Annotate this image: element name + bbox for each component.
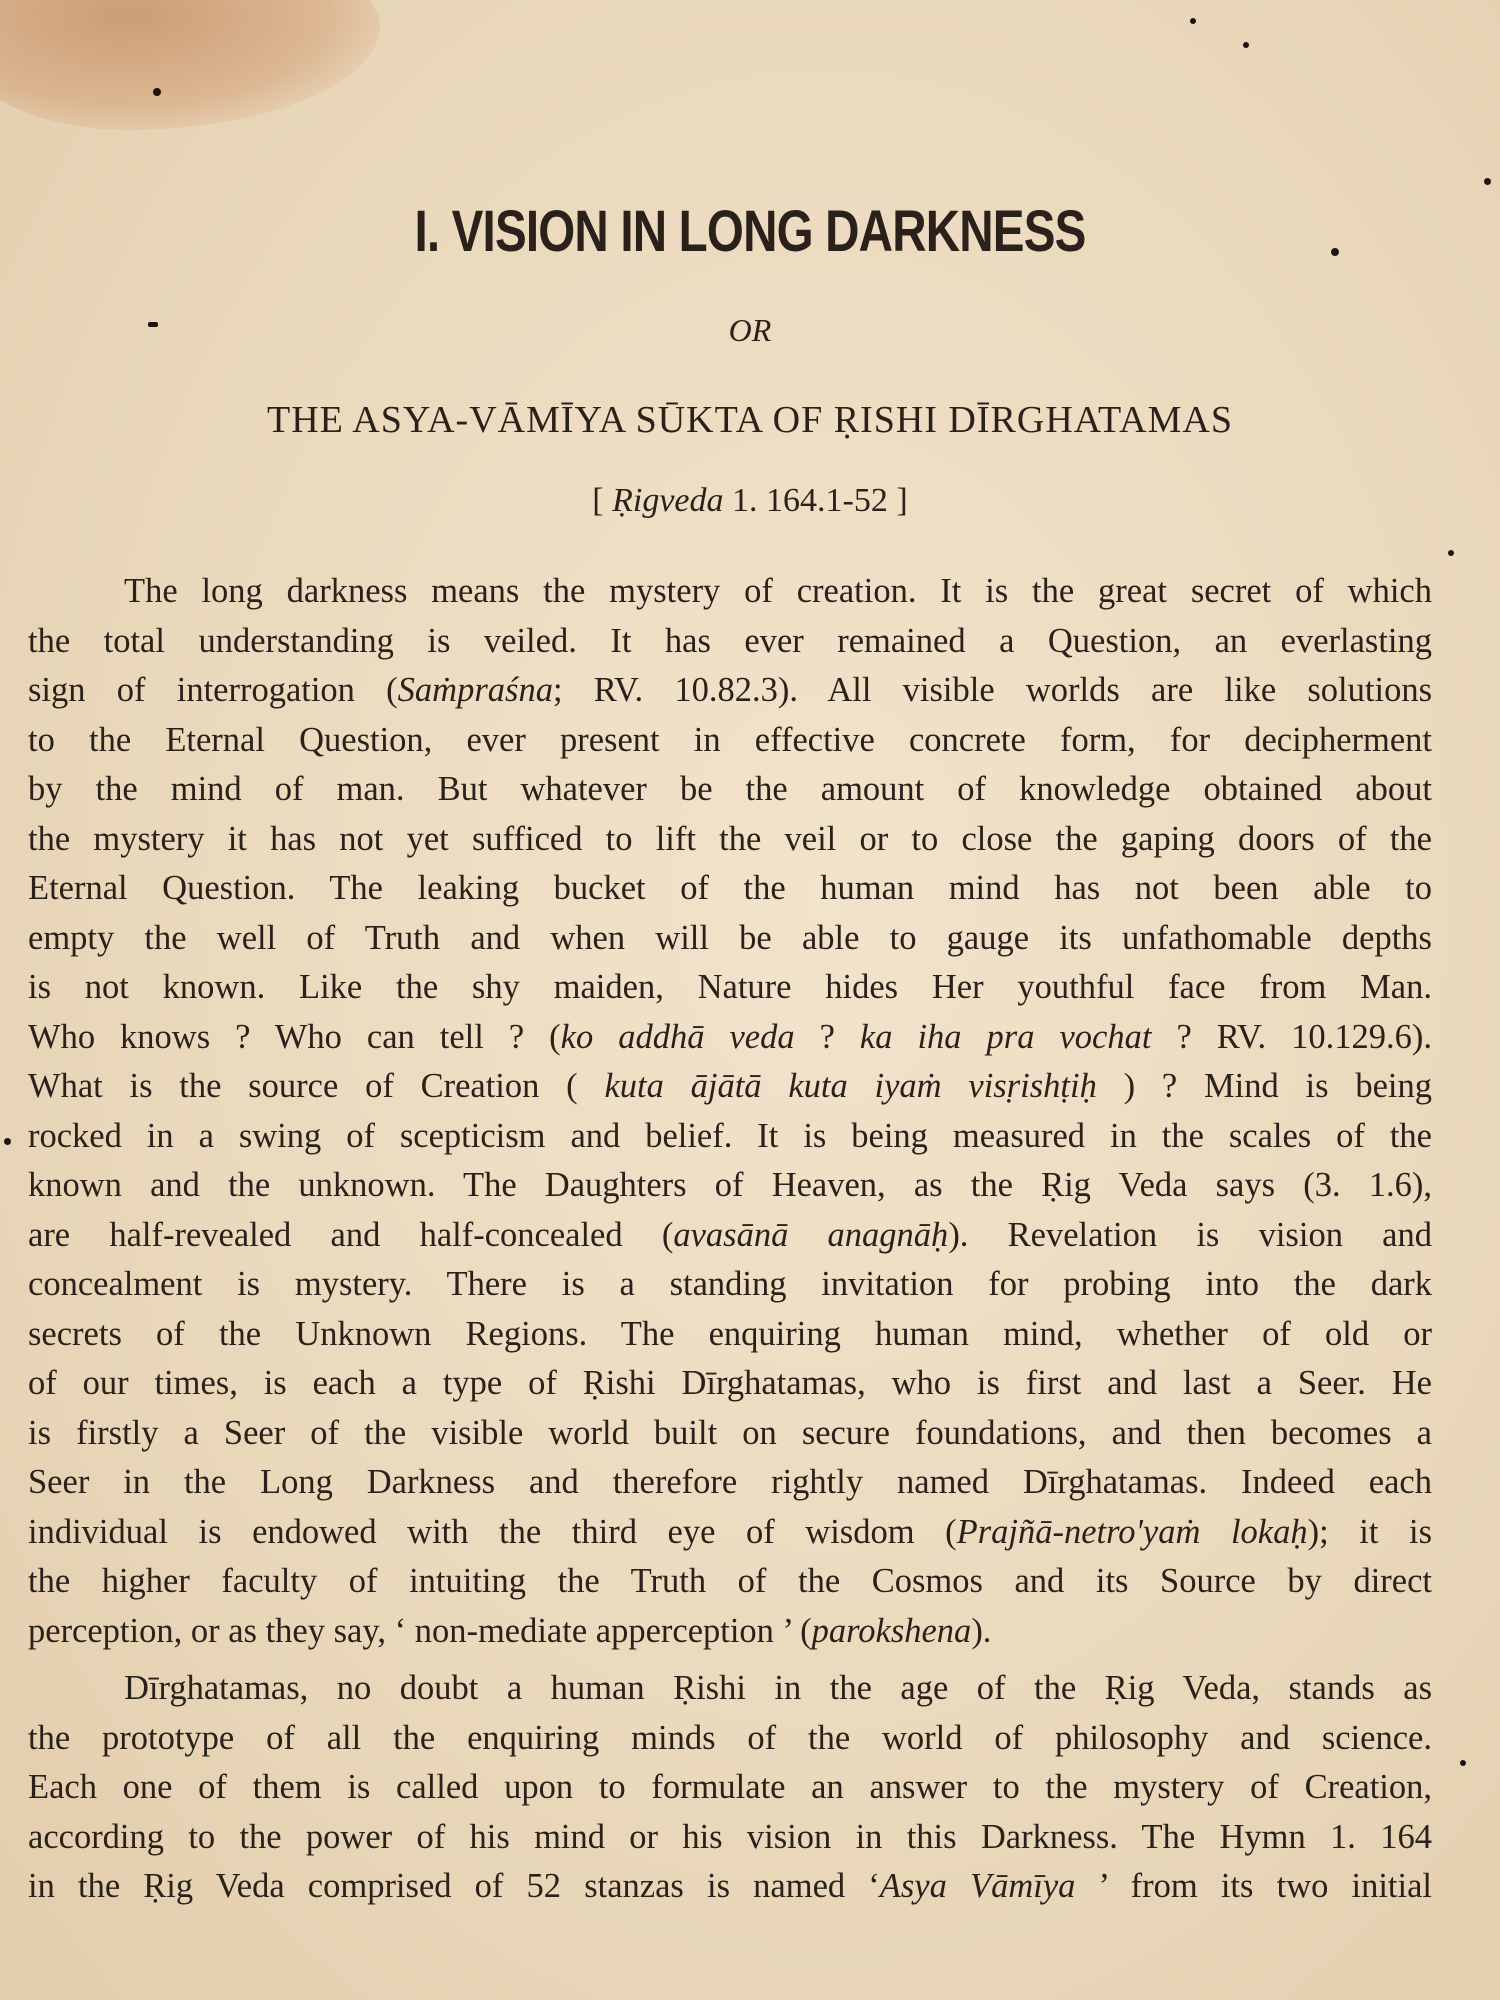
text-line	[28, 765, 1432, 815]
text-run: known and the unknown. The Daughters of Heaven, as the Ṛig Veda says (3. 1.6),	[28, 1166, 1432, 1204]
text-run: sign of interrogation (	[28, 671, 398, 709]
text-run: Prajñā-netro'yaṁ lokaḥ	[956, 1512, 1308, 1551]
body-text	[28, 567, 1432, 1912]
text-line	[28, 1714, 1432, 1764]
text-run: ? RV. 10.129.6).	[1151, 1017, 1432, 1056]
text-line	[28, 1862, 1432, 1912]
text-run: the prototype of all the enquiring minds of the world of philosophy and science.	[28, 1718, 1432, 1757]
text-line	[28, 1359, 1432, 1409]
ink-speck	[1448, 550, 1454, 556]
text-run: Each one of them is called upon to formulate an answer to the mystery of Creation,	[28, 1768, 1432, 1806]
text-line	[28, 1508, 1432, 1558]
text-run: perception, or as they say, ‘ non-mediate apperception ’ (	[28, 1611, 812, 1650]
text-line	[28, 1458, 1432, 1508]
text-line	[28, 1664, 1432, 1714]
text-line	[28, 963, 1432, 1013]
text-run: ); it is	[1307, 1512, 1432, 1551]
text-run: ’ from its two initial	[1075, 1867, 1432, 1905]
text-line	[28, 1310, 1432, 1360]
chapter-or: OR	[728, 312, 772, 348]
text-run: the higher faculty of intuiting the Truth of the Cosmos and its Source by direct	[28, 1562, 1432, 1600]
ink-speck	[153, 88, 161, 96]
text-run: empty the well of Truth and when will be able to gauge its unfathomable depths	[28, 918, 1432, 957]
ref-open: [	[592, 482, 613, 519]
text-run: parokshena	[811, 1611, 972, 1650]
ink-speck	[1484, 178, 1491, 185]
ref-italic: Ṛigveda	[612, 482, 724, 519]
text-run: the mystery it has not yet sufficed to lift the veil or to close the gaping doors of the	[28, 819, 1432, 858]
text-line	[28, 617, 1432, 667]
chapter-subtitle: THE ASYA-VĀMĪYA SŪKTA OF ṚISHI DĪRGHATAMAS	[267, 399, 1233, 441]
text-run: Eternal Question. The leaking bucket of the human mind has not been able to	[28, 869, 1432, 907]
text-line	[28, 567, 1432, 617]
ink-speck	[1190, 18, 1196, 24]
text-run: of our times, is each a type of Ṛishi Dīrghatamas, who is first and last a Seer. He	[28, 1364, 1432, 1402]
text-run: Seer in the Long Darkness and therefore rightly named Dīrghatamas. Indeed each	[28, 1463, 1432, 1501]
text-line	[28, 1763, 1432, 1813]
ink-speck	[1460, 1760, 1466, 1766]
text-run: concealment is mystery. There is a standing invitation for probing into the dark	[28, 1265, 1432, 1303]
text-run: in the Ṛig Veda comprised of 52 stanzas is named ‘	[28, 1867, 880, 1905]
text-line	[28, 864, 1432, 914]
text-run: Saṁpraśna	[397, 671, 553, 709]
text-run: Asya Vāmīya	[879, 1867, 1076, 1905]
ink-speck	[1243, 42, 1249, 48]
text-run: secrets of the Unknown Regions. The enquiring human mind, whether of old or	[28, 1314, 1432, 1353]
text-run: Who knows ? Who can tell ? (	[28, 1017, 561, 1056]
ink-speck	[4, 1138, 11, 1145]
text-line	[28, 1112, 1432, 1162]
text-line	[28, 914, 1432, 964]
text-run: according to the power of his mind or his vision in this Darkness. The Hymn 1. 164	[28, 1817, 1432, 1856]
text-run: ).	[971, 1611, 992, 1650]
text-line	[28, 1161, 1432, 1211]
text-run: ko addhā veda	[560, 1017, 795, 1056]
text-run: by the mind of man. But whatever be the amount of knowledge obtained about	[28, 770, 1432, 808]
text-run: is firstly a Seer of the visible world built on secure foundations, and then becomes a	[28, 1413, 1432, 1452]
text-run: avasānā anagnāḥ	[673, 1215, 949, 1254]
text-line	[28, 1607, 1432, 1657]
paragraph-2	[28, 1664, 1432, 1912]
text-line	[28, 1211, 1432, 1261]
paragraph-1	[28, 567, 1432, 1656]
text-line	[28, 815, 1432, 865]
ref-rest: 1. 164.1-52 ]	[723, 482, 908, 519]
water-stain	[0, 0, 380, 130]
text-run: is not known. Like the shy maiden, Nature hides Her youthful face from Man.	[28, 968, 1432, 1006]
text-run: ka iha pra vochat	[859, 1017, 1152, 1056]
verse-reference	[0, 482, 1500, 520]
text-run: the total understanding is veiled. It has ever remained a Question, an everlasting	[28, 621, 1432, 660]
text-line	[28, 1813, 1432, 1863]
text-run: individual is endowed with the third eye of wisdom (	[28, 1512, 957, 1551]
text-run: to the Eternal Question, ever present in effective concrete form, for decipherment	[28, 720, 1432, 759]
text-run: Dīrghatamas, no doubt a human Ṛishi in the age of the Ṛig Veda, stands as	[124, 1669, 1432, 1707]
text-run: What is the source of Creation (	[28, 1067, 605, 1105]
text-run: rocked in a swing of scepticism and belief. It is being measured in the scales of the	[28, 1116, 1432, 1155]
chapter-title: I. VISION IN LONG DARKNESS	[414, 199, 1086, 264]
text-run: ; RV. 10.82.3). All visible worlds are like solutions	[552, 671, 1432, 709]
text-run: ). Revelation is vision and	[948, 1215, 1432, 1254]
text-run: are half-revealed and half-concealed (	[28, 1215, 674, 1254]
text-run: ) ? Mind is being	[1096, 1067, 1432, 1105]
text-line	[28, 1260, 1432, 1310]
text-run: The long darkness means the mystery of creation. It is the great secret of which	[124, 572, 1432, 610]
text-run: ?	[794, 1017, 860, 1056]
text-line	[28, 716, 1432, 766]
text-run: kuta ājātā kuta iyaṁ visṛishṭiḥ	[604, 1067, 1097, 1105]
text-line	[28, 1013, 1432, 1063]
text-line	[28, 1409, 1432, 1459]
text-line	[28, 1557, 1432, 1607]
text-line	[28, 666, 1432, 716]
text-line	[28, 1062, 1432, 1112]
